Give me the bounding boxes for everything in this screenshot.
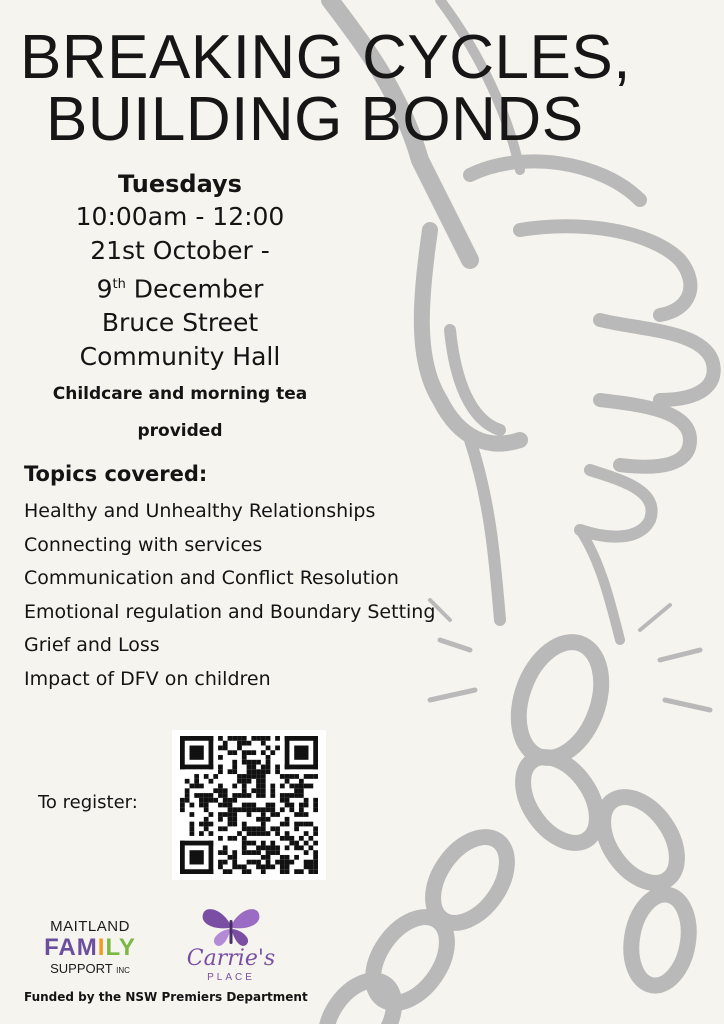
event-note-line-2: provided [137, 421, 223, 442]
event-details [30, 168, 330, 448]
topic-item: Grief and Loss [24, 634, 160, 657]
butterfly-icon [200, 906, 262, 948]
mfs-support-text: SUPPORT [50, 961, 113, 976]
carries-place-name: Carrie's [186, 946, 276, 971]
venue-line-2: Community Hall [79, 342, 281, 372]
carries-place-logo [176, 906, 286, 986]
topic-item: Impact of DFV on children [24, 667, 271, 690]
carries-place-sub: PLACE [207, 972, 255, 983]
topic-item: Healthy and Unhealthy Relationships [24, 500, 376, 522]
mfs-logo-line-1: MAITLAND [50, 918, 130, 935]
topic-item: Emotional regulation and Boundary Setting [24, 600, 436, 623]
venue-line-1: Bruce Street [101, 308, 259, 338]
date-end-day: 9 [96, 274, 113, 304]
funding-statement: Funded by the NSW Premiers Department [24, 990, 308, 1004]
topics-heading: Topics covered: [24, 462, 208, 486]
mfs-logo-line-2: FAMILY [44, 934, 136, 961]
mfs-inc-text: INC [116, 966, 130, 975]
poster-title-line-2: BUILDING BONDS [46, 85, 584, 154]
register-label: To register: [38, 792, 138, 813]
topics-list [24, 495, 504, 697]
event-time: 10:00am - 12:00 [75, 202, 285, 231]
event-date-end [30, 268, 330, 306]
event-note-line-1: Childcare and morning tea [52, 384, 308, 405]
mfs-logo-line-3 [30, 961, 150, 976]
qr-code-icon [180, 736, 318, 874]
poster-title-line-1: BREAKING CYCLES, [20, 23, 631, 92]
topic-item: Connecting with services [24, 533, 263, 556]
event-day: Tuesdays [118, 170, 242, 198]
date-end-suffix: th [112, 277, 126, 292]
topics-section [24, 459, 504, 697]
maitland-family-support-logo [30, 918, 150, 976]
date-end-month: December [125, 274, 264, 304]
event-date-start: 21st October - [90, 236, 270, 265]
registration-qr-code[interactable] [172, 730, 326, 880]
topic-item: Communication and Conflict Resolution [24, 567, 399, 590]
